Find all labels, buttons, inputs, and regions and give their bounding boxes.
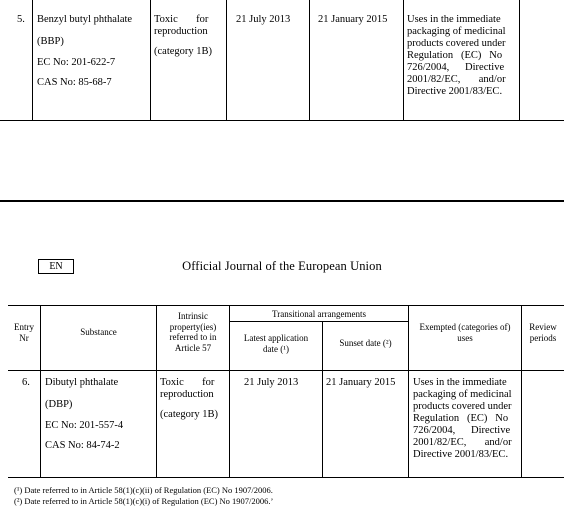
exempted-line: products covered under [413, 401, 512, 412]
footnote-1: (¹) Date referred to in Article 58(1)(c)(ii) of Regulation (EC) No 1907/2006. [14, 485, 273, 495]
exempted-line: Directive 2001/83/EC. [407, 86, 503, 97]
property-line: Toxic for [160, 377, 215, 388]
page-separator [0, 200, 564, 202]
exempted-line: Directive 2001/83/EC. [413, 449, 509, 460]
property-line: Toxic for [154, 14, 209, 25]
footnote-2: (²) Date referred to in Article 58(1)(c)(i) of Regulation (EC) No 1907/2006.’ [14, 496, 274, 506]
exempted-line: Regulation (EC) No [407, 50, 503, 61]
header-entry-nr: Entry Nr [14, 322, 34, 343]
substance-abbrev: (DBP) [45, 399, 73, 410]
header-sunset-date: Sunset date (²) [339, 338, 392, 348]
ec-number: EC No: 201-622-7 [37, 57, 116, 68]
header-exempted-uses: Exempted (categories of) uses [419, 322, 511, 343]
header-review-periods: Review periods [529, 322, 557, 343]
sunset-date: 21 January 2015 [326, 377, 396, 388]
exempted-line: 726/2004, Directive [407, 62, 505, 73]
sunset-date: 21 January 2015 [318, 14, 388, 25]
latest-application-date: 21 July 2013 [244, 377, 299, 388]
exempted-line: Uses in the immediate [413, 377, 507, 388]
ec-number: EC No: 201-557-4 [45, 420, 124, 431]
exempted-line: 2001/82/EC, and/or [413, 437, 512, 448]
property-category: (category 1B) [160, 409, 219, 420]
header-transitional-arrangements: Transitional arrangements [272, 309, 366, 319]
header-latest-application: Latest application date (¹) [243, 333, 309, 354]
exempted-line: 2001/82/EC, and/or [407, 74, 506, 85]
property-line: reproduction [154, 26, 208, 37]
latest-application-date: 21 July 2013 [236, 14, 291, 25]
property-line: reproduction [160, 389, 214, 400]
header-intrinsic-property: Intrinsic property(ies) referred to in Article 57 [169, 311, 217, 353]
entry-number: 6. [22, 377, 30, 388]
entry-number: 5. [17, 14, 25, 25]
substance-name: Benzyl butyl phthalate [37, 14, 133, 25]
substance-abbrev: (BBP) [37, 36, 64, 47]
exempted-line: Uses in the immediate [407, 14, 501, 25]
header-substance: Substance [80, 327, 117, 337]
exempted-line: products covered under [407, 38, 506, 49]
cas-number: CAS No: 85-68-7 [37, 77, 112, 88]
exempted-line: Regulation (EC) No [413, 413, 509, 424]
cas-number: CAS No: 84-74-2 [45, 440, 120, 451]
journal-title: Official Journal of the European Union [182, 259, 382, 273]
exempted-line: packaging of medicinal [407, 26, 506, 37]
exempted-line: 726/2004, Directive [413, 425, 511, 436]
property-category: (category 1B) [154, 46, 213, 57]
substance-name: Dibutyl phthalate [45, 377, 119, 388]
language-code-box: EN [38, 259, 74, 274]
exempted-line: packaging of medicinal [413, 389, 512, 400]
